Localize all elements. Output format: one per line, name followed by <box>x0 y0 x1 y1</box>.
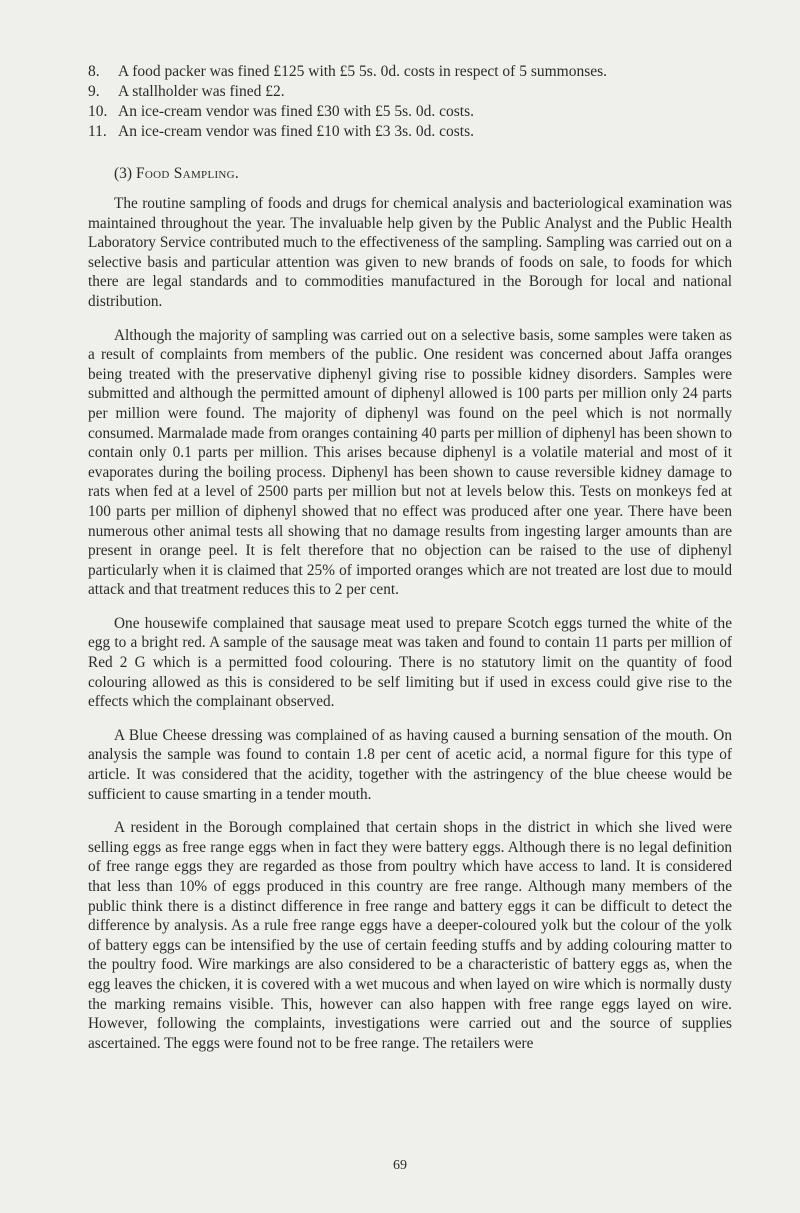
section-number: (3) <box>114 165 133 182</box>
list-item-number: 10. <box>88 103 108 120</box>
list-item <box>88 82 728 102</box>
paragraph-sausage-meat: One housewife complained that sausage meat used to prepare Scotch eggs turned the white of the egg to a bright red. A sample of the sausage meat was taken and found to contain 11 parts per million of Red 2 G which is a permitted food colouring. There is no statutory limit on the quantity of food colouring allowed as this is considered to be self limiting but if used in excess could give rise to the effects which the complainant observed. <box>88 614 732 711</box>
list-item-text: An ice-cream vendor was fined £30 with £5 5s. 0d. costs. <box>118 103 474 120</box>
list-item-number: 8. <box>88 63 100 80</box>
paragraph-free-range-eggs: A resident in the Borough complained that certain shops in the district in which she lived were selling eggs as free range eggs when in fact they were battery eggs. Although there is no legal definition of free range eggs they are regarded as those from poultry which have access to land. It is considered that less than 10% of eggs produced in this country are free range. Although many members of the public think there is a distinct difference in free range and battery eggs it can be difficult to detect the difference by analysis. As a rule free range eggs have a deeper-coloured yolk but the colour of the yolk of battery eggs can be intensified by the use of certain feeding stuffs and by adding colouring matter to the poultry food. Wire markings are also considered to be a characteristic of battery eggs as, when the egg leaves the chicken, it is covered with a wet mucous and when layed on wire which is normally dusty the marking remains visible. This, however can also happen with free range eggs layed on wire. However, following the complaints, investigations were carried out and the source of supplies ascertained. The eggs were found not to be free range. The retailers were <box>88 819 732 1052</box>
list-item-text: An ice-cream vendor was fined £10 with £3 3s. 0d. costs. <box>118 123 474 140</box>
section-heading <box>114 164 239 184</box>
paragraph-blue-cheese: A Blue Cheese dressing was complained of as having caused a burning sensation of the mouth. On analysis the sample was found to contain 1.8 per cent of acetic acid, a normal figure for this type of article. It was considered that the acidity, together with the astringency of the blue cheese would be sufficient to cause smarting in a tender mouth. <box>88 726 732 803</box>
fines-list <box>88 62 728 142</box>
list-item <box>88 102 728 122</box>
list-item <box>88 62 728 82</box>
paragraph-routine-sampling: The routine sampling of foods and drugs for chemical analysis and bacteriological examination was maintained throughout the year. The invaluable help given by the Public Analyst and the Public Health Laboratory Service contributed much to the effectiveness of the sampling. Sampling was carried out on a selective basis and particular attention was given to new brands of foods on sale, to foods for which there are legal standards and to commodities manufactured in the Borough for local and national distribution. <box>88 195 732 310</box>
list-item-text: A food packer was fined £125 with £5 5s. 0d. costs in respect of 5 summonses. <box>118 63 608 80</box>
list-item-text: A stallholder was fined £2. <box>118 83 285 100</box>
page-number: 69 <box>393 1158 407 1173</box>
section-title: Food Sampling. <box>135 165 240 182</box>
list-item <box>88 122 728 142</box>
list-item-number: 11. <box>88 123 107 140</box>
list-item-number: 9. <box>88 83 100 100</box>
paragraph-diphenyl-oranges: Although the majority of sampling was carried out on a selective basis, some samples were taken as a result of complaints from members of the public. One resident was concerned about Jaffa oranges being treated with the preservative diphenyl giving rise to possible kidney disorders. Samples were submitted and although the permitted amount of diphenyl allowed is 100 parts per million only 24 parts per million were found. The majority of diphenyl was found on the peel which is not normally consumed. Marmalade made from oranges containing 40 parts per million of diphenyl has been shown to contain only 0.1 parts per million. This arises because diphenyl is a volatile material and most of it evaporates during the boiling process. Diphenyl has been shown to cause reversible kidney damage to rats when fed at a level of 2500 parts per million but not at levels below this. Tests on monkeys fed at 100 parts per million of diphenyl showed that no effect was produced after one year. There have been numerous other animal tests all showing that no damage results from ingesting larger amounts than are present in orange peel. It is felt therefore that no objection can be raised to the use of diphenyl particularly when it is claimed that 25% of imported oranges which are not treated are lost due to mould attack and that treatment reduces this to 2 per cent. <box>88 326 733 599</box>
body-text <box>88 194 732 1067</box>
